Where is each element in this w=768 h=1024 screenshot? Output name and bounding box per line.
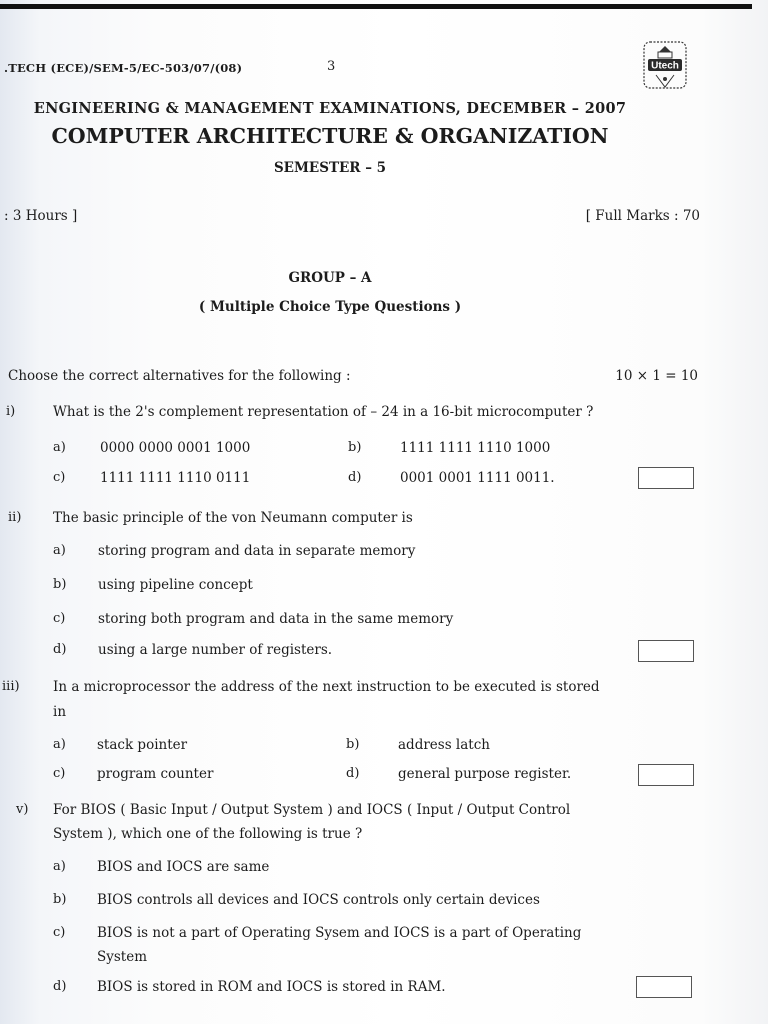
option-text: 1111 1111 1110 1000: [400, 440, 551, 456]
question-number: iii): [2, 679, 20, 694]
option-text: storing both program and data in the same memory: [98, 611, 454, 627]
option-text: general purpose register.: [398, 766, 572, 782]
option-label: a): [53, 440, 66, 455]
option-label: c): [53, 611, 66, 626]
option-label: c): [53, 925, 66, 940]
option-label: c): [53, 766, 66, 781]
option-label: b): [53, 892, 67, 907]
option-text: using pipeline concept: [98, 577, 253, 593]
option-label: d): [53, 642, 67, 657]
option-text: BIOS is stored in ROM and IOCS is stored in RAM.: [97, 979, 446, 995]
option-text: using a large number of registers.: [98, 642, 333, 658]
option-label: a): [53, 859, 66, 874]
option-text: 0001 0001 1111 0011.: [400, 470, 555, 486]
question-number: v): [16, 802, 29, 817]
paper-code: .TECH (ECE)/SEM-5/EC-503/07/(08): [4, 61, 243, 75]
answer-box[interactable]: [636, 976, 692, 998]
utech-logo: [636, 40, 694, 92]
semester-label: SEMESTER – 5: [273, 160, 387, 176]
logo-lettering: Utech: [651, 60, 679, 72]
option-label: d): [346, 766, 360, 781]
exam-title: ENGINEERING & MANAGEMENT EXAMINATIONS, DECEMBER – 2007: [33, 100, 627, 117]
page-number: 3: [327, 59, 336, 74]
option-text: storing program and data in separate memory: [98, 543, 416, 559]
question-text: The basic principle of the von Neumann computer is: [53, 510, 413, 526]
section-marks: 10 × 1 = 10: [615, 368, 698, 384]
answer-box[interactable]: [638, 467, 694, 489]
question-text-line2: in: [53, 704, 67, 720]
question-text-line1: For BIOS ( Basic Input / Output System ) and IOCS ( Input / Output Control: [53, 802, 571, 818]
instructions-text: Choose the correct alternatives for the following :: [8, 368, 351, 384]
option-text: BIOS controls all devices and IOCS controls only certain devices: [97, 892, 540, 908]
answer-box[interactable]: [638, 640, 694, 662]
answer-box[interactable]: [638, 764, 694, 786]
option-label: b): [346, 737, 360, 752]
option-text: 0000 0000 0001 1000: [100, 440, 251, 456]
option-text: address latch: [398, 737, 490, 753]
option-text-continued: System: [97, 949, 148, 965]
time-allowed: : 3 Hours ]: [4, 208, 78, 224]
option-text: program counter: [97, 766, 214, 782]
question-text-line2: System ), which one of the following is true ?: [53, 826, 363, 842]
group-subtitle: ( Multiple Choice Type Questions ): [198, 299, 462, 315]
question-text-line1: In a microprocessor the address of the next instruction to be executed is stored: [53, 679, 600, 695]
option-label: b): [348, 440, 362, 455]
subject-title: COMPUTER ARCHITECTURE & ORGANIZATION: [51, 124, 609, 148]
question-number: ii): [8, 510, 22, 525]
question-number: i): [6, 404, 16, 419]
option-label: a): [53, 543, 66, 558]
option-text: 1111 1111 1110 0111: [100, 470, 251, 486]
question-text: What is the 2's complement representation of – 24 in a 16-bit microcomputer ?: [53, 404, 594, 420]
top-border: [0, 4, 752, 9]
option-label: d): [348, 470, 362, 485]
option-label: b): [53, 577, 67, 592]
option-text: stack pointer: [97, 737, 188, 753]
option-label: c): [53, 470, 66, 485]
option-text: BIOS and IOCS are same: [97, 859, 270, 875]
option-text: BIOS is not a part of Operating Sysem and IOCS is a part of Operating: [97, 925, 582, 941]
full-marks: [ Full Marks : 70: [585, 208, 700, 224]
group-heading: GROUP – A: [288, 270, 372, 286]
option-label: d): [53, 979, 67, 994]
option-label: a): [53, 737, 66, 752]
